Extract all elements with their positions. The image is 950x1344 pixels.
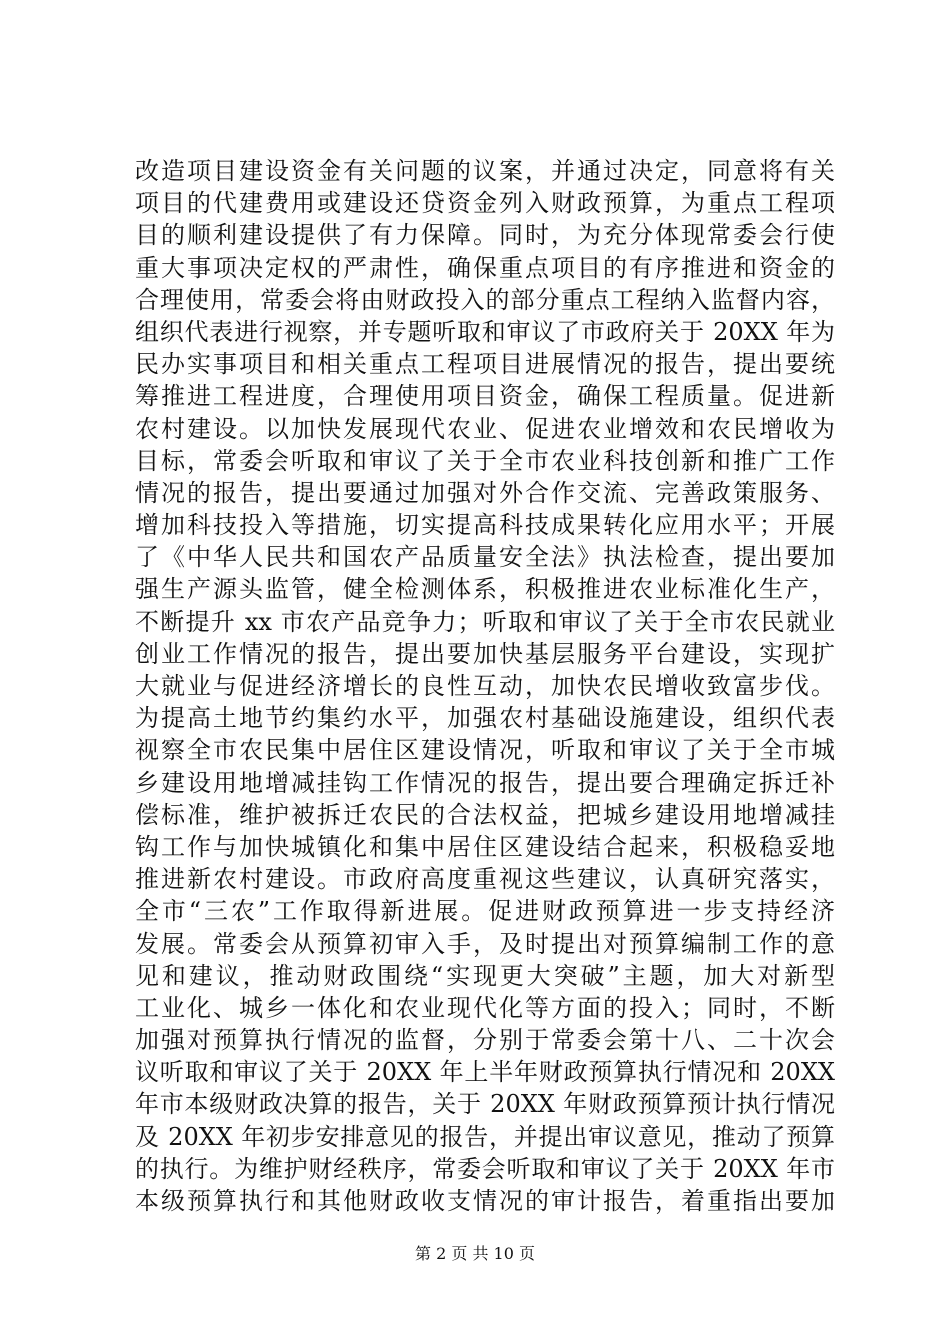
text-line: 及 20XX 年初步安排意见的报告，并提出审议意见，推动了预算 <box>135 1122 835 1151</box>
text-line: 发展。常委会从预算初审入手，及时提出对预算编制工作的意 <box>135 929 835 958</box>
text-line: 增加科技投入等措施，切实提高科技成果转化应用水平；开展 <box>135 511 835 540</box>
text-line: 全市“三农”工作取得新进展。促进财政预算进一步支持经济 <box>135 897 835 926</box>
text-line: 推进新农村建设。市政府高度重视这些建议，认真研究落实， <box>135 865 835 894</box>
text-line: 工业化、城乡一体化和农业现代化等方面的投入；同时，不断 <box>135 993 835 1022</box>
text-line: 加强对预算执行情况的监督，分别于常委会第十八、二十次会 <box>135 1026 835 1055</box>
text-line: 重大事项决定权的严肃性，确保重点项目的有序推进和资金的 <box>135 253 835 282</box>
text-line: 见和建议，推动财政围绕“实现更大突破”主题，加大对新型 <box>135 961 835 990</box>
text-line: 钩工作与加快城镇化和集中居住区建设结合起来，积极稳妥地 <box>135 832 835 861</box>
text-line: 偿标准，维护被拆迁农民的合法权益，把城乡建设用地增减挂 <box>135 800 835 829</box>
text-line: 创业工作情况的报告，提出要加快基层服务平台建设，实现扩 <box>135 639 835 668</box>
text-line: 视察全市农民集中居住区建设情况，听取和审议了关于全市城 <box>135 736 835 765</box>
text-line: 筹推进工程进度，合理使用项目资金，确保工程质量。促进新 <box>135 382 835 411</box>
text-line: 的执行。为维护财经秩序，常委会听取和审议了关于 20XX 年市 <box>135 1154 835 1183</box>
text-line: 组织代表进行视察，并专题听取和审议了市政府关于 20XX 年为 <box>135 317 835 346</box>
text-line: 项目的代建费用或建设还贷资金列入财政预算，为重点工程项 <box>135 189 835 218</box>
text-line: 目标，常委会听取和审议了关于全市农业科技创新和推广工作 <box>135 446 835 475</box>
text-line: 为提高土地节约集约水平，加强农村基础设施建设，组织代表 <box>135 704 835 733</box>
text-line: 议听取和审议了关于 20XX 年上半年财政预算执行情况和 20XX <box>135 1058 835 1087</box>
text-line: 合理使用，常委会将由财政投入的部分重点工程纳入监督内容， <box>135 285 835 314</box>
text-line: 民办实事项目和相关重点工程项目进展情况的报告，提出要统 <box>135 350 835 379</box>
text-line: 了《中华人民共和国农产品质量安全法》执法检查，提出要加 <box>135 543 835 572</box>
text-line: 乡建设用地增减挂钩工作情况的报告，提出要合理确定拆迁补 <box>135 768 835 797</box>
text-line: 农村建设。以加快发展现代农业、促进农业增效和农民增收为 <box>135 414 835 443</box>
body-paragraph <box>135 155 835 1217</box>
text-line: 改造项目建设资金有关问题的议案，并通过决定，同意将有关 <box>135 157 835 185</box>
text-line: 年市本级财政决算的报告，关于 20XX 年财政预算预计执行情况 <box>135 1090 835 1119</box>
text-line: 强生产源头监管，健全检测体系，积极推进农业标准化生产， <box>135 575 835 604</box>
text-line: 目的顺利建设提供了有力保障。同时，为充分体现常委会行使 <box>135 221 835 250</box>
text-line: 大就业与促进经济增长的良性互动，加快农民增收致富步伐。 <box>135 672 835 700</box>
text-line: 不断提升 xx 市农产品竞争力；听取和审议了关于全市农民就业 <box>135 607 835 636</box>
text-line: 情况的报告，提出要通过加强对外合作交流、完善政策服务、 <box>135 478 835 507</box>
page-footer: 第 2 页 共 10 页 <box>415 1244 535 1263</box>
text-line: 本级预算执行和其他财政收支情况的审计报告，着重指出要加 <box>135 1187 835 1215</box>
